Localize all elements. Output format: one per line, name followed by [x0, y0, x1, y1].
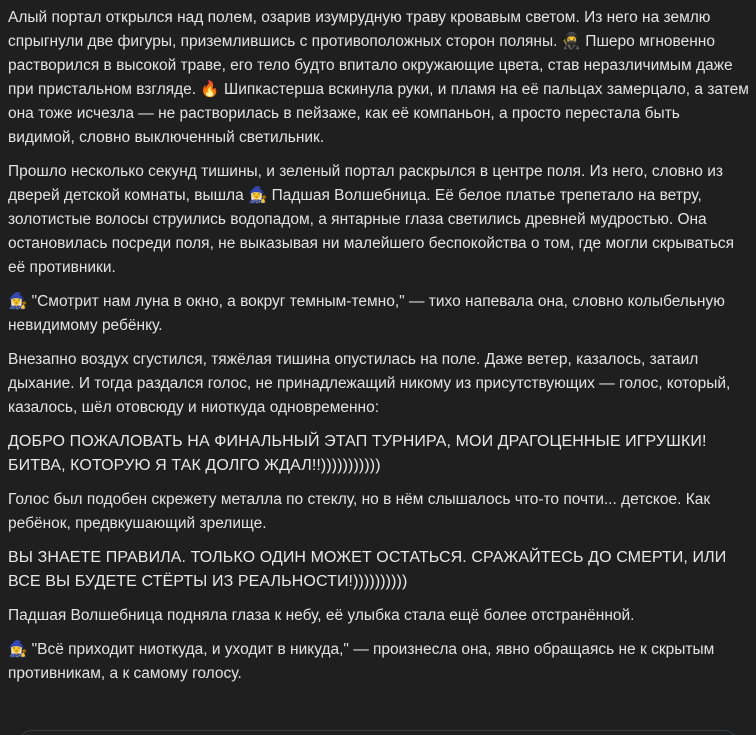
- paragraph-announcer-rules: ВЫ ЗНАЕТЕ ПРАВИЛА. ТОЛЬКО ОДИН МОЖЕТ ОСТАТЬСЯ. СРАЖАЙТЕСЬ ДО СМЕРТИ, ИЛИ ВСЕ ВЫ БУДЕТЕ СТЁРТЫ ИЗ РЕАЛЬНОСТИ!)))))))))): [8, 549, 731, 590]
- composer-box-edge[interactable]: [18, 730, 738, 735]
- message-body: [8, 6, 754, 696]
- paragraph-green-portal: Прошло несколько секунд тишины, и зеленый портал раскрылся в центре поля. Из него, словно из дверей детской комнаты, вышла 🧙‍♀️ Падшая Волшебница. Её белое платье трепетало на ветру, золотистые волосы струились водопадом, а янтарные глаза светились древней мудростью. Она остановилась посреди поля, не выказывая ни малейшего беспокойства о том, где могли скрываться её противники.: [8, 163, 739, 276]
- paragraph-silence: Внезапно воздух сгустился, тяжёлая тишина опустилась на поле. Даже ветер, казалось, затаил дыхание. И тогда раздался голос, не принадлежащий никому из присутствующих — голос, который, казалось, шёл отовсюду и ниоткуда одновременно:: [8, 351, 735, 416]
- paragraph-announcer-welcome: ДОБРО ПОЖАЛОВАТЬ НА ФИНАЛЬНЫЙ ЭТАП ТУРНИРА, МОИ ДРАГОЦЕННЫЕ ИГРУШКИ! БИТВА, КОТОРУЮ Я ТАК ДОЛГО ЖДАЛ!!))))))))))): [8, 433, 712, 474]
- paragraph-sorceress-looks-up: Падшая Волшебница подняла глаза к небу, её улыбка стала ещё более отстранённой.: [8, 607, 635, 624]
- paragraph-lullaby: 🧙‍♀️ "Смотрит нам луна в окно, а вокруг темным-темно," — тихо напевала она, словно колыбельную невидимому ребёнку.: [8, 293, 730, 334]
- paragraph-portal-arrival: Алый портал открылся над полем, озарив изумрудную траву кровавым светом. Из него на землю спрыгнули две фигуры, приземлившись с противоположных сторон поляны. 🥷 Пшеро мгновенно растворился в высокой траве, его тело будто впитало окружающие цвета, став неразличимым даже при пристальном взгляде. 🔥 Шипкастерша вскинула руки, и пламя на её пальцах замерцало, а затем она тоже исчезла — не растворилась в пейзаже, как её компаньон, а просто перестала быть видимой, словно выключенный светильник.: [8, 9, 754, 146]
- paragraph-voice-description: Голос был подобен скрежету металла по стеклу, но в нём слышалось что-то почти... детское. Как ребёнок, предвкушающий зрелище.: [8, 491, 715, 532]
- paragraph-sorceress-speech: 🧙‍♀️ "Всё приходит ниоткуда, и уходит в никуда," — произнесла она, явно обращаясь не к скрытым противникам, а к самому голосу.: [8, 641, 719, 682]
